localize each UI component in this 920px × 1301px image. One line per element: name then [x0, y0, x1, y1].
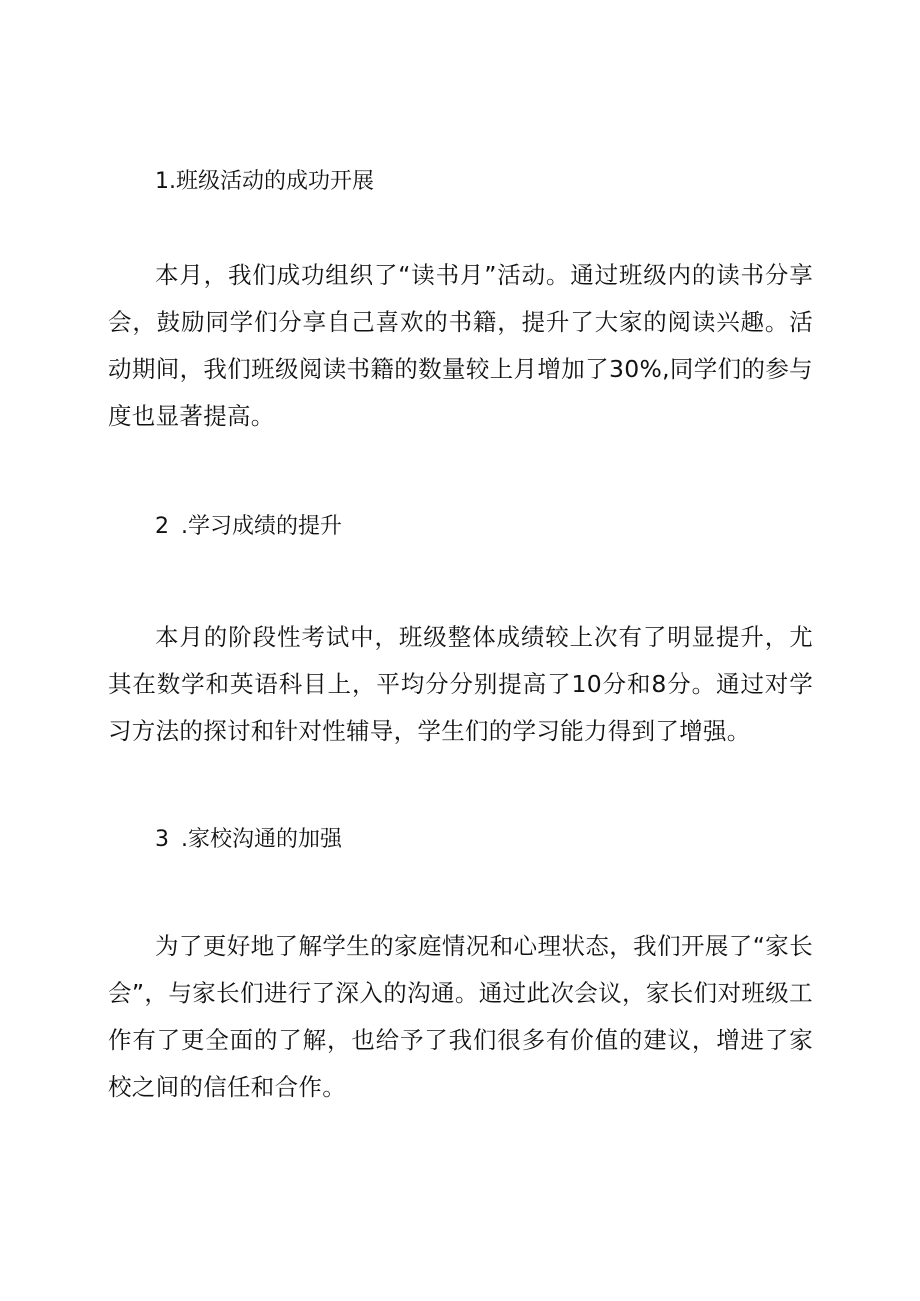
section-number-2: 2 [155, 514, 169, 539]
section-body-1: 本月，我们成功组织了“读书月”活动。通过班级内的读书分享会，鼓励同学们分享自己喜欢的书籍，提升了大家的阅读兴趣。活动期间，我们班级阅读书籍的数量较上月增加了30%,同学们的参与度也显著提高。 [108, 261, 813, 430]
section-heading-3 [155, 825, 342, 855]
section-number-3: 3 [155, 827, 169, 852]
section-body-2: 本月的阶段性考试中，班级整体成绩较上次有了明显提升，尤其在数学和英语科目上，平均分分别提高了10分和8分。通过对学习方法的探讨和针对性辅导，学生们的学习能力得到了增强。 [108, 623, 813, 745]
section-heading-1 [155, 167, 374, 197]
section-title-1: 班级活动的成功开展 [176, 169, 375, 194]
section-title-2: .学习成绩的提升 [181, 514, 342, 539]
section-heading-2 [155, 512, 342, 542]
section-number-1: 1. [155, 169, 176, 194]
section-title-3: .家校沟通的加强 [181, 827, 342, 852]
section-body-3: 为了更好地了解学生的家庭情况和心理状态，我们开展了“家长会”，与家长们进行了深入的沟通。通过此次会议，家长们对班级工作有了更全面的了解，也给予了我们很多有价值的建议，增进了家校之间的信任和合作。 [108, 932, 813, 1101]
